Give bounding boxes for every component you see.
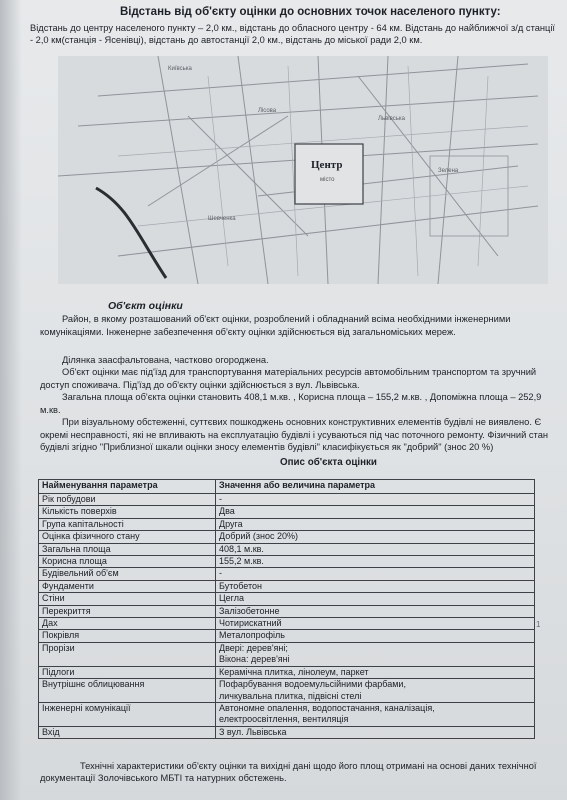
table-row: [39, 506, 535, 518]
map-center-label: Центр: [311, 159, 343, 171]
value-line: личкувальна плитка, підвісні стелі: [219, 690, 362, 701]
map-center-sublabel: місто: [320, 177, 335, 183]
map-drawing: [58, 56, 548, 284]
object-paragraph: Ділянка заасфальтована, частково огороджена.: [62, 355, 269, 365]
table-row: [39, 642, 535, 666]
object-paragraph: Загальна площа об'єкта оцінки становить 408,1 м.кв. , Корисна площа – 155,2 м.кв. , Допоміжна площа – 252,9 м.кв.: [40, 392, 542, 415]
map-street-label: Лісова: [258, 108, 277, 114]
map-street-label: Київська: [168, 66, 192, 72]
table-row: [39, 543, 535, 555]
param-cell: Група капітальності: [39, 518, 216, 530]
table-row: [39, 494, 535, 506]
param-cell: Внутрішнє облицювання: [39, 679, 216, 703]
map-street-label: Зелена: [438, 168, 459, 174]
value-cell: [216, 642, 535, 666]
table-title: Опис об'єкта оцінки: [280, 457, 377, 468]
value-cell: Бутобетон: [216, 580, 535, 592]
column-header: Значення або величина параметра: [216, 480, 535, 494]
value-line: Двері: дерев'яні;: [219, 642, 288, 653]
value-cell: Керамічна плитка, лінолеум, паркет: [216, 666, 535, 678]
object-paragraph: При візуальному обстеженні, суттєвих пошкоджень основних конструктивних елементів будівлі не виявлено. Є окремі несправності, які не впливають на експлуатацію будівлі і усуваються під час поточного ремонту. Фізичний стан будівлі згідно "Приблизної шкали оцінки зносу елементів будівлі" класифікується як "добрий" (знос 20 %): [40, 417, 549, 452]
object-paragraph: Об'єкт оцінки має під'їзд для транспортування матеріальних ресурсів автомобільним транспортом та зручний доступ споживача. Під'їзд до об'єкту оцінки здійснюється з вул. Львівська.: [40, 367, 537, 390]
table-row: [39, 679, 535, 703]
table-row: [39, 556, 535, 568]
table-row: [39, 593, 535, 605]
param-cell: Інженерні комунікації: [39, 702, 216, 726]
margin-mark: 1: [536, 620, 541, 629]
table-row: [39, 702, 535, 726]
value-cell: З вул. Львівська: [216, 726, 535, 738]
param-cell: Покрівля: [39, 630, 216, 642]
value-line: Пофарбування водоемульсійними фарбами,: [219, 679, 406, 690]
param-cell: Загальна площа: [39, 543, 216, 555]
table-row: [39, 726, 535, 738]
value-cell: Залізобетонне: [216, 605, 535, 617]
param-cell: Стіни: [39, 593, 216, 605]
distance-heading: Відстань від об'єкту оцінки до основних точок населеного пункту:: [120, 6, 501, 18]
param-cell: Рік побудови: [39, 494, 216, 506]
param-cell: Оцінка фізичного стану: [39, 531, 216, 543]
value-cell: -: [216, 568, 535, 580]
value-cell: Цегла: [216, 593, 535, 605]
value-cell: [216, 702, 535, 726]
value-line: електроосвітлення, вентиляція: [219, 714, 349, 725]
value-cell: -: [216, 494, 535, 506]
distance-text: Відстань до центру населеного пункту – 2,0 км., відстань до обласного центру - 64 км. Відстань до найближчої з/д станції - 2,0 км(станція - Ясенівці), відстань до автостанції 2,0 км., відстань до міської ради 2,0 км.: [30, 23, 555, 45]
param-cell: Дах: [39, 618, 216, 630]
param-cell: Фундаменти: [39, 580, 216, 592]
param-cell: Перекриття: [39, 605, 216, 617]
column-header: Найменування параметра: [39, 480, 216, 494]
object-paragraph: Район, в якому розташований об'єкт оцінки, розроблений і обладнаний всіма необхідними інженерними комунікаціями. Інженерне забезпечення об'єкту оцінки здійснюється від загальноміських мереж.: [40, 314, 511, 337]
location-map: [58, 56, 548, 284]
table-row: [39, 605, 535, 617]
value-line: Автономне опалення, водопостачання, каналізація,: [219, 702, 435, 713]
param-cell: Будівельний об'єм: [39, 568, 216, 580]
param-cell: Підлоги: [39, 666, 216, 678]
value-cell: [216, 679, 535, 703]
value-cell: Добрий (знос 20%): [216, 531, 535, 543]
value-cell: Друга: [216, 518, 535, 530]
map-street-label: Львівська: [378, 116, 405, 122]
specs-table: [38, 479, 535, 739]
value-cell: Чотирискатний: [216, 618, 535, 630]
table-header-row: [39, 480, 535, 494]
map-street-label: Шевченка: [208, 216, 236, 222]
table-row: [39, 531, 535, 543]
object-section-title: Об'єкт оцінки: [108, 300, 183, 312]
table-row: [39, 580, 535, 592]
value-cell: Два: [216, 506, 535, 518]
param-cell: Кількість поверхів: [39, 506, 216, 518]
footer-note: Технічні характеристики об'єкту оцінки та вихідні дані щодо його площ отримані на основі даних технічної документації Золочівського МБТІ та натурних обстежень.: [40, 761, 537, 783]
param-cell: Прорізи: [39, 642, 216, 666]
value-cell: 408,1 м.кв.: [216, 543, 535, 555]
table-row: [39, 568, 535, 580]
table-row: [39, 518, 535, 530]
table-row: [39, 618, 535, 630]
table-row: [39, 630, 535, 642]
param-cell: Вхід: [39, 726, 216, 738]
param-cell: Корисна площа: [39, 556, 216, 568]
table-row: [39, 666, 535, 678]
value-cell: Металопрофіль: [216, 630, 535, 642]
value-line: Вікона: дерев'яні: [219, 654, 290, 665]
value-cell: 155,2 м.кв.: [216, 556, 535, 568]
